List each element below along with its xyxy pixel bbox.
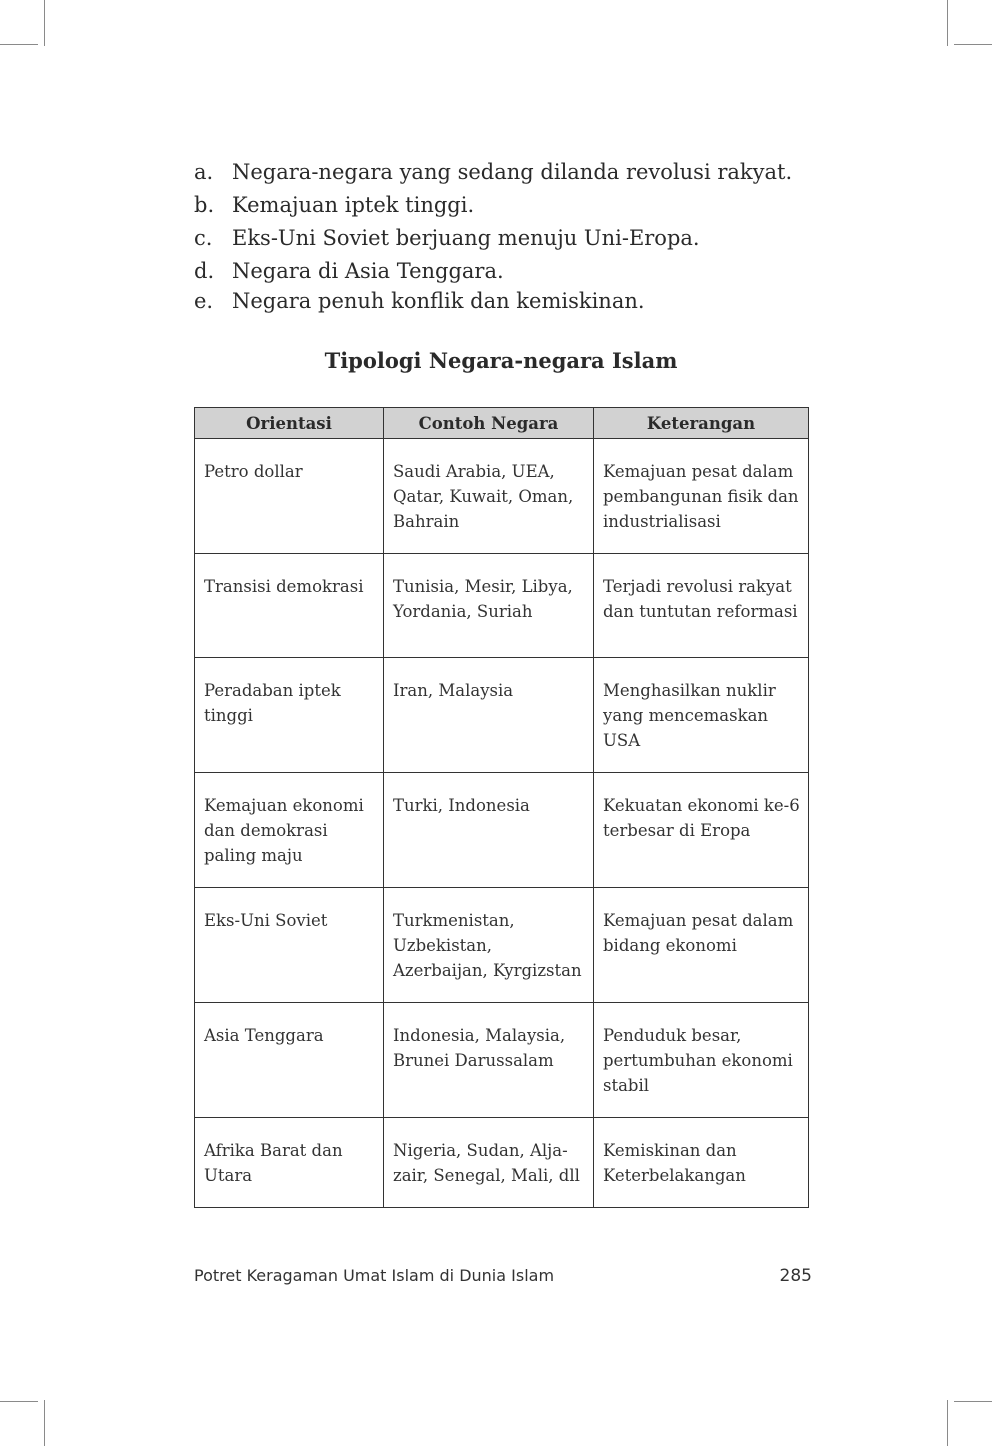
list-item (194, 255, 814, 287)
list-text: Eks-Uni Soviet berjuang menuju Uni-Eropa. (232, 226, 700, 250)
cell-orientasi: Asia Tenggara (195, 1003, 384, 1118)
cell-orientasi: Eks-Uni Soviet (195, 888, 384, 1003)
table-row (195, 554, 809, 658)
crop-mark (947, 0, 948, 46)
cell-keterangan: Kemajuan pesat dalam pembangunan fisik dan industrialisasi (594, 439, 809, 554)
table-row (195, 1118, 809, 1208)
cell-keterangan: Kekuatan ekonomi ke-6 terbesar di Eropa (594, 773, 809, 888)
table-row (195, 439, 809, 554)
cell-contoh-negara: Turki, Indonesia (384, 773, 594, 888)
table-title: Tipologi Negara-negara Islam (324, 348, 678, 373)
list-item (194, 156, 814, 188)
header-keterangan: Keterangan (594, 408, 809, 439)
cell-orientasi: Petro dollar (195, 439, 384, 554)
list-text: Negara di Asia Tenggara. (232, 259, 504, 283)
header-contoh-negara: Contoh Negara (384, 408, 594, 439)
table-row (195, 1003, 809, 1118)
crop-mark (954, 1401, 992, 1402)
cell-keterangan: Kemiskinan dan Keterbelakangan (594, 1118, 809, 1208)
cell-keterangan: Terjadi revolusi rakyat dan tuntutan reformasi (594, 554, 809, 658)
cell-contoh-negara: Nigeria, Sudan, Alja-zair, Senegal, Mali, dll (384, 1118, 594, 1208)
table-row (195, 773, 809, 888)
cell-contoh-negara: Turkmenistan, Uzbekistan, Azerbaijan, Kyrgizstan (384, 888, 594, 1003)
header-orientasi: Orientasi (195, 408, 384, 439)
cell-contoh-negara: Indonesia, Malaysia, Brunei Darussalam (384, 1003, 594, 1118)
cell-orientasi: Peradaban iptek tinggi (195, 658, 384, 773)
list-letter: a. (194, 160, 214, 184)
table-row (195, 658, 809, 773)
list-text: Kemajuan iptek tinggi. (232, 193, 475, 217)
list-letter: b. (194, 193, 215, 217)
list-item (194, 189, 814, 221)
cell-keterangan: Penduduk besar, pertumbuhan ekonomi stabil (594, 1003, 809, 1118)
crop-mark (0, 1401, 38, 1402)
list-item (194, 222, 814, 254)
list-text: Negara penuh konflik dan kemiskinan. (232, 289, 645, 313)
crop-mark (44, 0, 45, 46)
cell-orientasi: Afrika Barat dan Utara (195, 1118, 384, 1208)
cell-orientasi: Transisi demokrasi (195, 554, 384, 658)
list-text: Negara-negara yang sedang dilanda revolusi rakyat. (232, 160, 793, 184)
list-letter: c. (194, 226, 213, 250)
lettered-list (194, 156, 814, 317)
cell-orientasi: Kemajuan ekonomi dan demokrasi paling maju (195, 773, 384, 888)
table-header-row (195, 408, 809, 439)
crop-mark (947, 1400, 948, 1446)
list-item (194, 285, 814, 317)
typology-table (194, 407, 809, 1208)
cell-keterangan: Kemajuan pesat dalam bidang ekonomi (594, 888, 809, 1003)
cell-contoh-negara: Iran, Malaysia (384, 658, 594, 773)
page-number: 285 (779, 1266, 812, 1286)
crop-mark (44, 1400, 45, 1446)
cell-contoh-negara: Tunisia, Mesir, Libya, Yordania, Suriah (384, 554, 594, 658)
list-letter: d. (194, 259, 215, 283)
cell-keterangan: Menghasilkan nuklir yang mencemaskan USA (594, 658, 809, 773)
cell-contoh-negara: Saudi Arabia, UEA, Qatar, Kuwait, Oman, Bahrain (384, 439, 594, 554)
crop-mark (0, 44, 38, 45)
list-letter: e. (194, 289, 214, 313)
crop-mark (954, 44, 992, 45)
table-row (195, 888, 809, 1003)
running-footer-title: Potret Keragaman Umat Islam di Dunia Islam (194, 1266, 555, 1285)
